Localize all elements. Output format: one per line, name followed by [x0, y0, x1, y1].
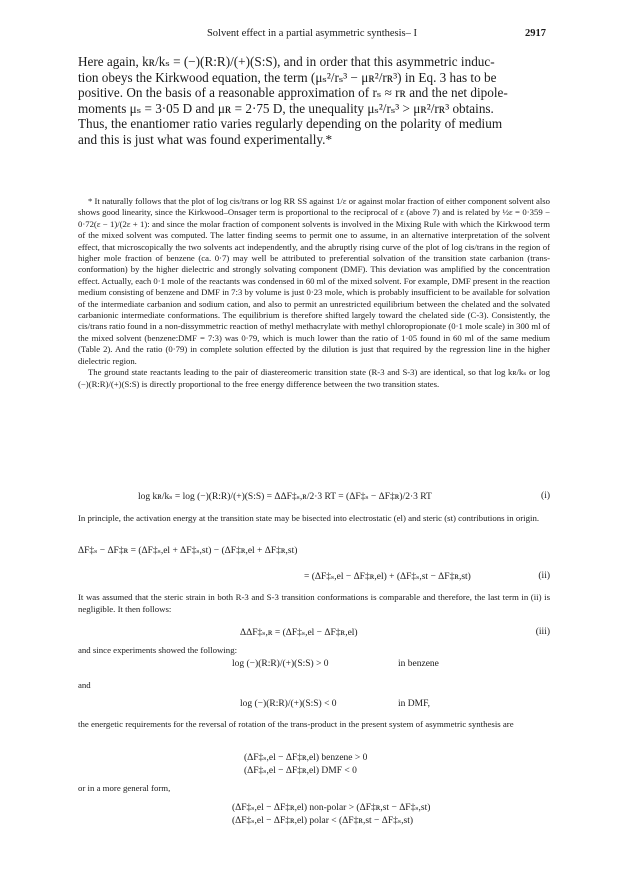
equation-number-ii: (ii) — [538, 571, 550, 581]
text-line: Here again, kʀ/kₛ = (−)(R:R)/(+)(S:S), and in order that this asymmetric induc- — [78, 54, 495, 69]
text-line: tion obeys the Kirkwood equation, the term (μₛ²/rₛ³ − μʀ²/rʀ³) in Eq. 3 has to be — [78, 69, 497, 85]
running-title: Solvent effect in a partial asymmetric synthesis– I — [206, 28, 418, 39]
page-number: 2917 — [525, 28, 546, 39]
text-line: moments μₛ = 3·05 D and μʀ = 2·75 D, the unequality μₛ²/rₛ³ > μʀ²/rʀ³ obtains. — [78, 100, 494, 116]
requirements-paragraph: the energetic requirements for the reversal of rotation of the trans-product in the present system of asymmetric synthesis are — [78, 719, 514, 729]
equation-number-i: (i) — [541, 491, 550, 501]
footnote-paragraph: * It naturally follows that the plot of log cis/trans or log RR SS against 1/ε or against molar fraction of either component solvent also shows good linearity, since the Kirkwood–Onsager term is proportional to the reciprocal of ε (above 7) and is related by ½ε = 0·359 − 0·72(ε − 1)/(2ε + 1): and since the molar fraction of component solvents is involved in the Mixing Rule with which the Kirkwood term of the mixed solvent was computed. The latter finding seems to permit one to assume, in an alternative interpretation of the solvent effect, that microscopically the two solvents act independently, and the abruptly rising curve of the plot of log cis/trans in the region of higher mole fraction of benzene (ca. 0·7) may well be attributed to preferential solvation of the transition state carbanion (trans-conformation) by the higher dielectric and strongly solvating component (DMF). This deviation was amplified by the concentration effect. Actually, each 0·1 mole of the reactants was condensed in 60 ml of the mixed solvent. For example, DMF present in the reaction medium consisting of benzene and DMF in 7:3 by volume is just 0·23 mole, which is probably insufficient to be available for solvation of the intermediate carbanion and sodium cation, and also to permit an unrestricted equilibrium between the chelated and the solvated carbanionic intermediate conformations. The equilibrium is therefore shifted largely toward the chelated side (C-3). Consistently, the cis/trans ratio found in a non-dissymmetric reaction of methyl methacrylate with methyl chloropropionate (0·1 mole scale) in 300 ml of the mixed solvent (benzene:DMF = 7:3) was 0·79, which is much lower than the ratio of 1·05 found in 60 ml of the same medium (Table 2). And the ratio (0·79) in complete solution effected by the dilution is just that required by the regression line in the higher dielectric region. — [78, 196, 550, 366]
equation-number-iii: (iii) — [535, 627, 550, 637]
equation-i: log kʀ/kₛ = log (−)(R:R)/(+)(S:S) = ΔΔF‡ₛ,ʀ/2·3 RT = (ΔF‡ₛ − ΔF‡ʀ)/2·3 RT — [138, 492, 432, 502]
equation-ii-line2: = (ΔF‡ₛ,el − ΔF‡ʀ,el) + (ΔF‡ₛ,st − ΔF‡ʀ,st) — [304, 572, 471, 582]
main-paragraph — [78, 54, 550, 148]
equation-benzene-note: in benzene — [398, 659, 439, 669]
equation-benzene: log (−)(R:R)/(+)(S:S) > 0 — [232, 659, 329, 669]
text-line: Thus, the enantiomer ratio varies regularly depending on the polarity of medium — [78, 116, 503, 132]
running-header — [78, 28, 546, 42]
footnote — [78, 196, 550, 390]
inequality-nonpolar: (ΔF‡ₛ,el − ΔF‡ʀ,el) non-polar > (ΔF‡ʀ,st − ΔF‡ₛ,st) — [232, 803, 431, 813]
equation-dmf: log (−)(R:R)/(+)(S:S) < 0 — [240, 699, 337, 709]
experiments-paragraph: and since experiments showed the following: — [78, 645, 238, 655]
inequality-polar: (ΔF‡ₛ,el − ΔF‡ʀ,el) polar < (ΔF‡ʀ,st − ΔF‡ₛ,st) — [232, 816, 413, 826]
inequality-benzene: (ΔF‡ₛ,el − ΔF‡ʀ,el) benzene > 0 — [244, 753, 368, 763]
ground-state-paragraph: The ground state reactants leading to the pair of diastereomeric transition state (R-3 and S-3) are identical, so that log kʀ/kₛ or log (−)(R:R)/(+)(S:S) is directly proportional to the free energy difference between the two transition states. — [78, 367, 550, 389]
equation-iii: ΔΔF‡ₛ,ʀ = (ΔF‡ₛ,el − ΔF‡ʀ,el) — [240, 628, 358, 638]
principle-paragraph: In principle, the activation energy at the transition state may be bisected into electrostatic (el) and steric (st) contributions in origin. — [78, 513, 540, 523]
text-line: and this is just what was found experimentally.* — [78, 131, 333, 147]
inequality-dmf: (ΔF‡ₛ,el − ΔF‡ʀ,el) DMF < 0 — [244, 766, 357, 776]
text-line: positive. On the basis of a reasonable approximation of rₛ ≈ rʀ and the net dipole- — [78, 85, 508, 101]
general-form-text: or in a more general form, — [78, 783, 171, 793]
equation-ii-line1: ΔF‡ₛ − ΔF‡ʀ = (ΔF‡ₛ,el + ΔF‡ₛ,st) − (ΔF‡ʀ,el + ΔF‡ʀ,st) — [78, 546, 298, 556]
and-text: and — [78, 680, 91, 690]
assumption-paragraph: It was assumed that the steric strain in both R-3 and S-3 transition conformations is comparable and therefore, the last term in (ii) is negligible. It then follows: — [78, 592, 550, 614]
equation-dmf-note: in DMF, — [398, 699, 430, 709]
